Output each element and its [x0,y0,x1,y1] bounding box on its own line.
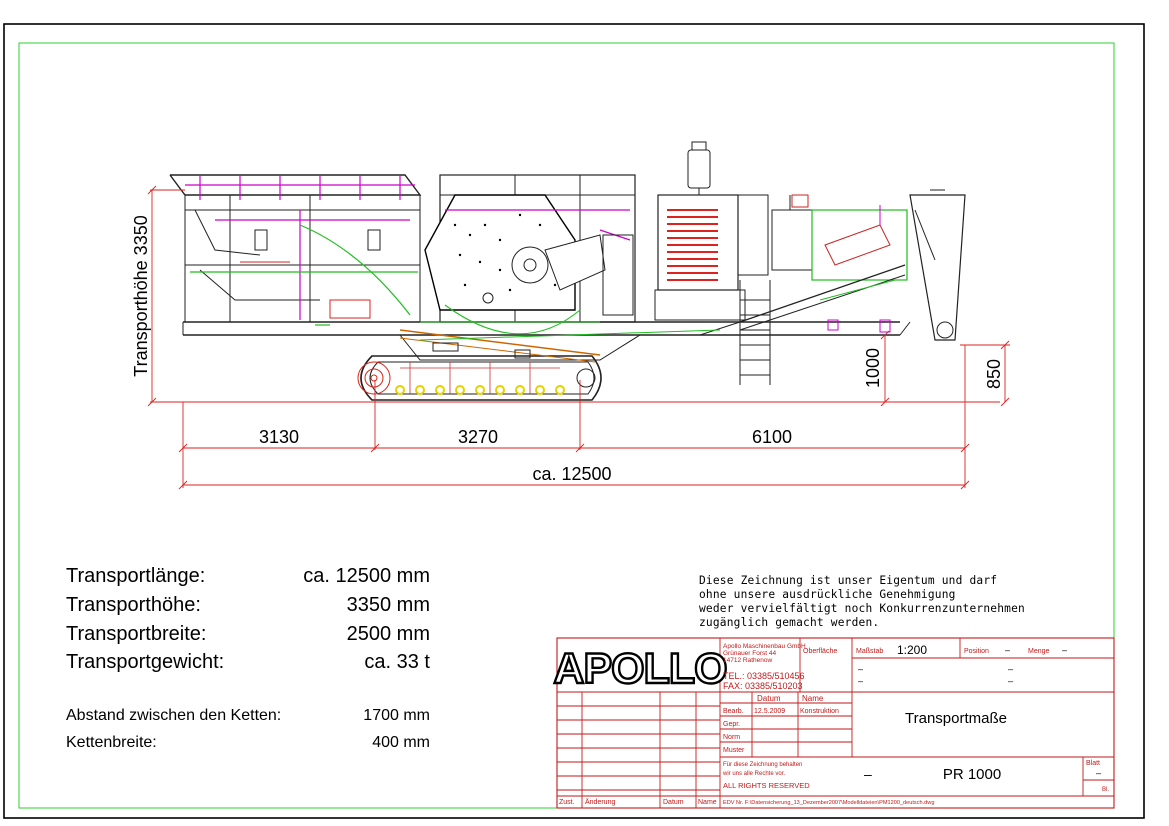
spec-label: Abstand zwischen den Ketten: [66,707,282,724]
spec-row [66,594,430,618]
spec-row [66,707,430,727]
zust-label: Zust. [559,799,575,806]
track-height-text: 1000 [863,347,883,389]
name-header: Name [802,694,824,703]
norm-label: Norm [723,734,741,741]
massstab-value: 1:200 [897,643,928,657]
impact-crusher [420,175,635,334]
position-label: Position [964,648,989,655]
bearb-date: 12.5.2009 [754,708,786,715]
seg1-text: 3130 [258,427,300,447]
side-conveyor [740,195,907,332]
position-value: – [1005,645,1011,655]
height-dim-text: Transporthöhe 3350 [131,215,151,377]
spec-label: Kettenbreite: [66,734,157,751]
company-line1: Apollo Maschinenbau GmbH [723,643,806,650]
datum-footer: Datum [663,799,684,806]
spec-value: 3350 mm [346,594,430,616]
oberflaeche-label: Oberfläche [803,648,838,655]
spec-label: Transportlänge: [66,565,206,587]
rights-line3: ALL RIGHTS RESERVED [723,781,810,790]
bl-label: Bl. [1102,787,1110,793]
edv-path: EDV Nr. F:\Datensicherung_13_Dezember2007\Modelldateien\PM1200_deutsch.dwg [723,800,935,806]
rights-line1: Für diese Zeichnung behalten [723,762,803,768]
total-length-text: ca. 12500 [532,464,612,484]
machine-drawing [170,142,965,400]
spec-value: 400 mm [372,734,430,751]
spec-value: 2500 mm [346,623,430,645]
spec-row [66,623,430,647]
spec-label: Transporthöhe: [66,594,201,616]
blatt-value: – [1096,768,1102,778]
power-unit [655,142,770,385]
outer-border [4,24,1144,818]
dash-1: – [858,664,864,674]
bearb-name: Konstruktion [800,708,839,715]
seg2-text: 3270 [457,427,499,447]
dash-2: – [858,676,864,686]
blatt-label: Blatt [1086,760,1101,767]
menge-value: – [1062,645,1068,655]
company-fax: FAX: 03385/510203 [723,681,803,691]
title-dash: – [864,766,872,782]
company-tel: TEL.: 03385/510456 [723,671,805,681]
name-footer: Name [698,799,717,806]
fines-conveyor [900,190,965,340]
aenderung-label: Änderung [585,799,616,806]
drawing-number: PR 1000 [942,766,1002,783]
spec-label: Transportbreite: [66,623,207,645]
muster-label: Muster [723,747,745,754]
spec-row [66,565,430,589]
spec-label: Transportgewicht: [66,651,225,673]
spec-value: ca. 12500 mm [303,565,430,587]
spec-value: 1700 mm [363,707,430,724]
dash-3: – [1008,664,1014,674]
crawler-track [358,356,601,400]
feeder-hopper [170,175,420,325]
menge-label: Menge [1028,648,1050,655]
spec-value: ca. 33 t [364,651,430,673]
apollo-logo-text: APOLLO [553,645,727,693]
bearb-label: Bearb. [723,708,744,715]
seg3-text: 6100 [751,427,793,447]
apollo-logo [553,643,726,693]
company-line2: Grünauer Forst 44 [723,650,777,657]
drawing-title: Transportmaße [905,710,1007,727]
spec-row [66,651,430,675]
dash-4: – [1008,676,1014,686]
company-line3: 14712 Rathenow [723,657,773,664]
gepr-label: Gepr. [723,721,741,728]
datum-header: Datum [757,694,781,703]
massstab-label: Maßstab [856,648,884,655]
spec-row [66,734,430,754]
copyright-notice: Diese Zeichnung ist unser Eigentum und darf ohne unsere ausdrückliche Genehmigung weder vervielfältigt noch Konkurrenzunternehmen zugänglich gemacht werden. [699,574,1025,629]
rights-line2: wir uns alle Rechte vor. [723,771,786,777]
hopper-height-text: 850 [984,358,1004,390]
